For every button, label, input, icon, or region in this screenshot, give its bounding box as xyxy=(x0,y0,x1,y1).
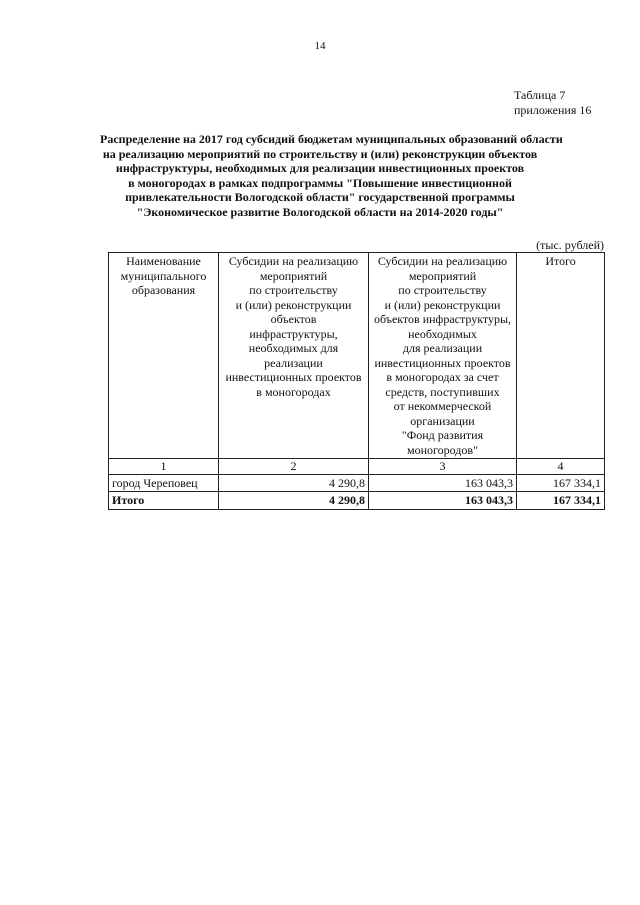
header-subsidies: Субсидии на реализацию мероприятий по строительству и (или) реконструкции объектов инфраструктуры, необходимых для реализации инвестиционных проектов в моногородах xyxy=(219,253,369,459)
municipality-name: город Череповец xyxy=(109,474,219,492)
appendix-label: приложения 16 xyxy=(514,103,592,117)
subsidy-table xyxy=(108,252,605,510)
page-number: 14 xyxy=(314,40,326,52)
grand-total: 167 334,1 xyxy=(517,492,605,510)
column-number: 2 xyxy=(219,459,369,475)
title-line: на реализацию мероприятий по строительству и (или) реконструкции объектов xyxy=(102,146,538,161)
units-label: (тыс. рублей) xyxy=(536,238,604,252)
header-municipality: Наименование муниципального образования xyxy=(109,253,219,459)
subsidy-total: 4 290,8 xyxy=(219,492,369,510)
title-line: "Экономическое развитие Вологодской области на 2014-2020 годы" xyxy=(136,204,504,219)
title-line: привлекательности Вологодской области" государственной программы xyxy=(125,190,515,204)
column-number: 3 xyxy=(369,459,517,475)
title-line: инфраструктуры, необходимых для реализации инвестиционных проектов xyxy=(115,161,525,175)
header-subsidies-fund: Субсидии на реализацию мероприятий по строительству и (или) реконструкции объектов инфраструктуры, необходимых для реализации инвестиционных проектов в моногородах за счет средств, поступивших от некоммерческой организации "Фонд развития моногородов" xyxy=(369,253,517,459)
table-header-row xyxy=(109,253,605,459)
total-row xyxy=(109,492,605,510)
fund-subsidy-total: 163 043,3 xyxy=(369,492,517,510)
table-label: Таблица 7 xyxy=(514,88,566,102)
total-label: Итого xyxy=(109,492,219,510)
title-line: в моногородах в рамках подпрограммы "Повышение инвестиционной xyxy=(128,175,512,190)
table-reference xyxy=(514,88,591,118)
column-number: 1 xyxy=(109,459,219,475)
column-number: 4 xyxy=(517,459,605,475)
table-row xyxy=(109,474,605,492)
header-total: Итого xyxy=(517,253,605,459)
document-title xyxy=(100,132,563,219)
total-value: 167 334,1 xyxy=(517,474,605,492)
title-line: Распределение на 2017 год субсидий бюджетам муниципальных образований области xyxy=(100,132,563,146)
column-number-row xyxy=(109,459,605,475)
subsidy-value: 4 290,8 xyxy=(219,474,369,492)
fund-subsidy-value: 163 043,3 xyxy=(369,474,517,492)
